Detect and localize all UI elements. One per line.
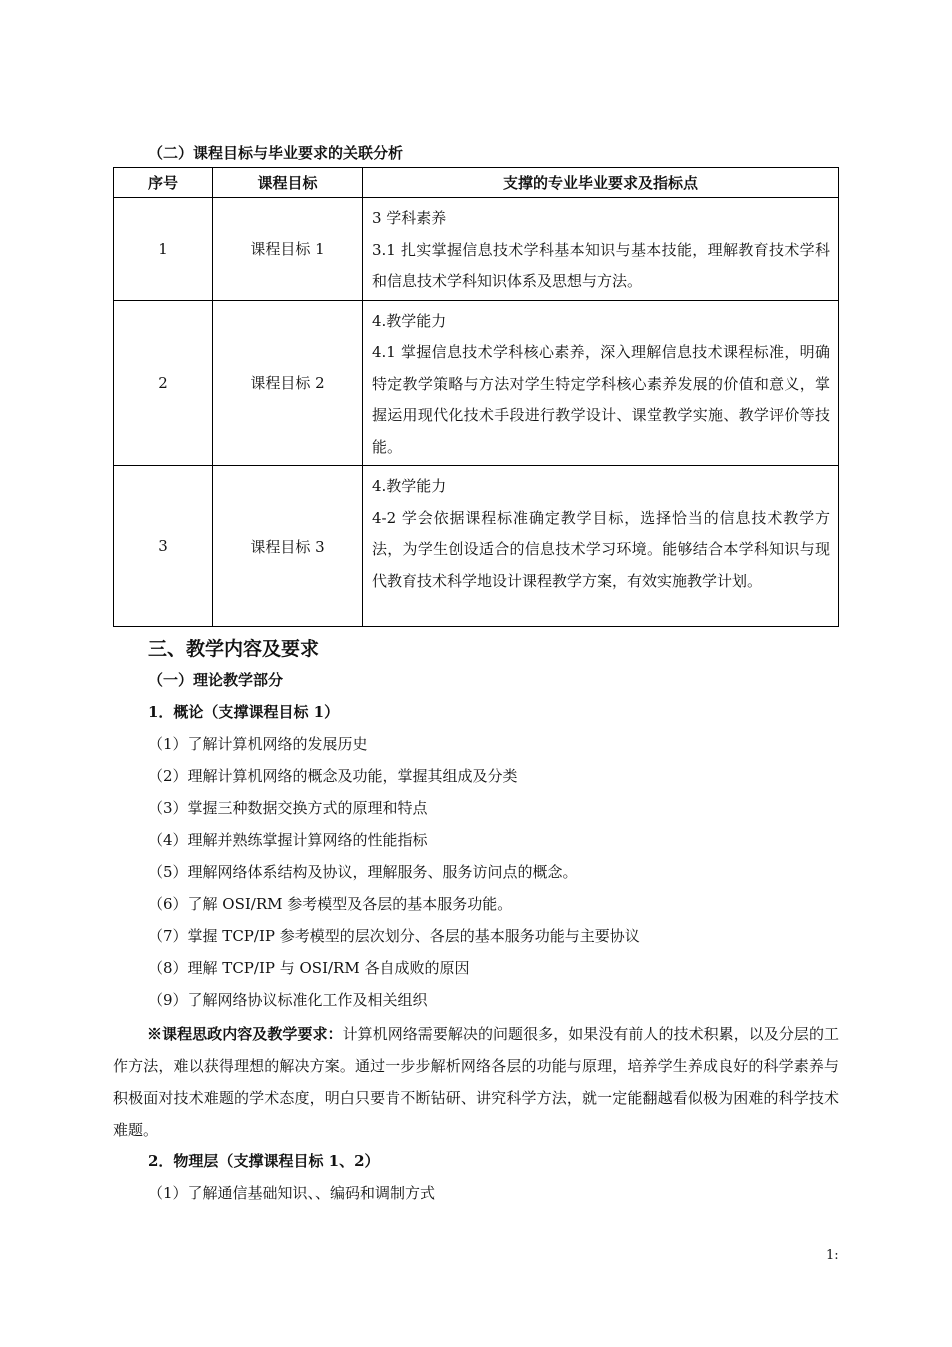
list-item: （3）掌握三种数据交换方式的原理和特点: [148, 799, 428, 817]
list-item: （7）掌握 TCP/IP 参考模型的层次划分、各层的基本服务功能与主要协议: [148, 927, 640, 945]
row-num: 3: [114, 466, 213, 627]
requirement-text: 4.1 掌握信息技术学科核心素养，深入理解信息技术课程标准，明确特定教学策略与方法对学生特定学科核心素养发展的价值和意义，掌握运用现代化技术手段进行教学设计、课堂教学实施、教学评价等技能。: [372, 343, 830, 456]
row-goal: 课程目标 2: [213, 300, 363, 466]
ideology-paragraph: [113, 1018, 839, 1146]
list-item: （1）了解计算机网络的发展历史: [148, 735, 368, 753]
list-item: （5）理解网络体系结构及协议，理解服务、服务访问点的概念。: [148, 863, 578, 881]
goals-table: [113, 167, 839, 627]
heading-sub: （一）理论教学部分: [148, 671, 284, 689]
row-goal: 课程目标 3: [213, 466, 363, 627]
list-item: （9）了解网络协议标准化工作及相关组织: [148, 991, 428, 1009]
requirement-title: 3 学科素养: [372, 209, 447, 227]
requirement-title: 4.教学能力: [372, 477, 447, 495]
table-row: [114, 300, 839, 466]
ideology-text: 计算机网络需要解决的问题很多，如果没有前人的技术积累，以及分层的工作方法，难以获得理想的解决方案。通过一步步解析网络各层的功能与原理，培养学生养成良好的科学素养与积极面对技术难题的学术态度，明白只要肯不断钻研、讲究科学方法，就一定能翻越看似极为困难的科学技术难题。: [113, 1025, 839, 1139]
row-requirement: [363, 198, 839, 301]
heading-main: 三、教学内容及要求: [148, 638, 320, 660]
requirement-title: 4.教学能力: [372, 311, 447, 330]
table-header-row: [114, 168, 839, 198]
list-item: （2）理解计算机网络的概念及功能，掌握其组成及分类: [148, 767, 518, 785]
header-goal: 课程目标: [213, 168, 363, 198]
page-number: 1:: [826, 1248, 839, 1263]
chapter-2-title: 2．物理层（支撑课程目标 1、2）: [148, 1152, 380, 1170]
row-num: 2: [114, 300, 213, 466]
chapter-1-title: 1．概论（支撑课程目标 1）: [148, 703, 340, 721]
requirement-text: 4-2 学会依据课程标准确定教学目标，选择恰当的信息技术教学方法，为学生创设适合的信息技术学习环境。能够结合本学科知识与现代教育技术科学地设计课程教学方案，有效实施教学计划。: [372, 508, 830, 590]
ideology-lead: ※课程思政内容及教学要求：: [147, 1025, 343, 1043]
table-row: [114, 466, 839, 627]
list-item: （8）理解 TCP/IP 与 OSI/RM 各自成败的原因: [148, 959, 470, 977]
row-requirement: [363, 466, 839, 627]
header-requirement: 支撑的专业毕业要求及指标点: [363, 168, 839, 198]
row-num: 1: [114, 198, 213, 301]
row-goal: 课程目标 1: [213, 198, 363, 301]
list-item: （1）了解通信基础知识、、编码和调制方式: [148, 1184, 436, 1202]
row-requirement: [363, 300, 839, 466]
requirement-text: 3.1 扎实掌握信息技术学科基本知识与基本技能，理解教育技术学科和信息技术学科知识体系及思想与方法。: [372, 240, 830, 290]
list-item: （6）了解 OSI/RM 参考模型及各层的基本服务功能。: [148, 895, 513, 913]
list-item: （4）理解并熟练掌握计算网络的性能指标: [148, 831, 428, 849]
section-title: （二）课程目标与毕业要求的关联分析: [148, 144, 404, 162]
header-num: 序号: [114, 168, 213, 198]
table-row: [114, 198, 839, 301]
